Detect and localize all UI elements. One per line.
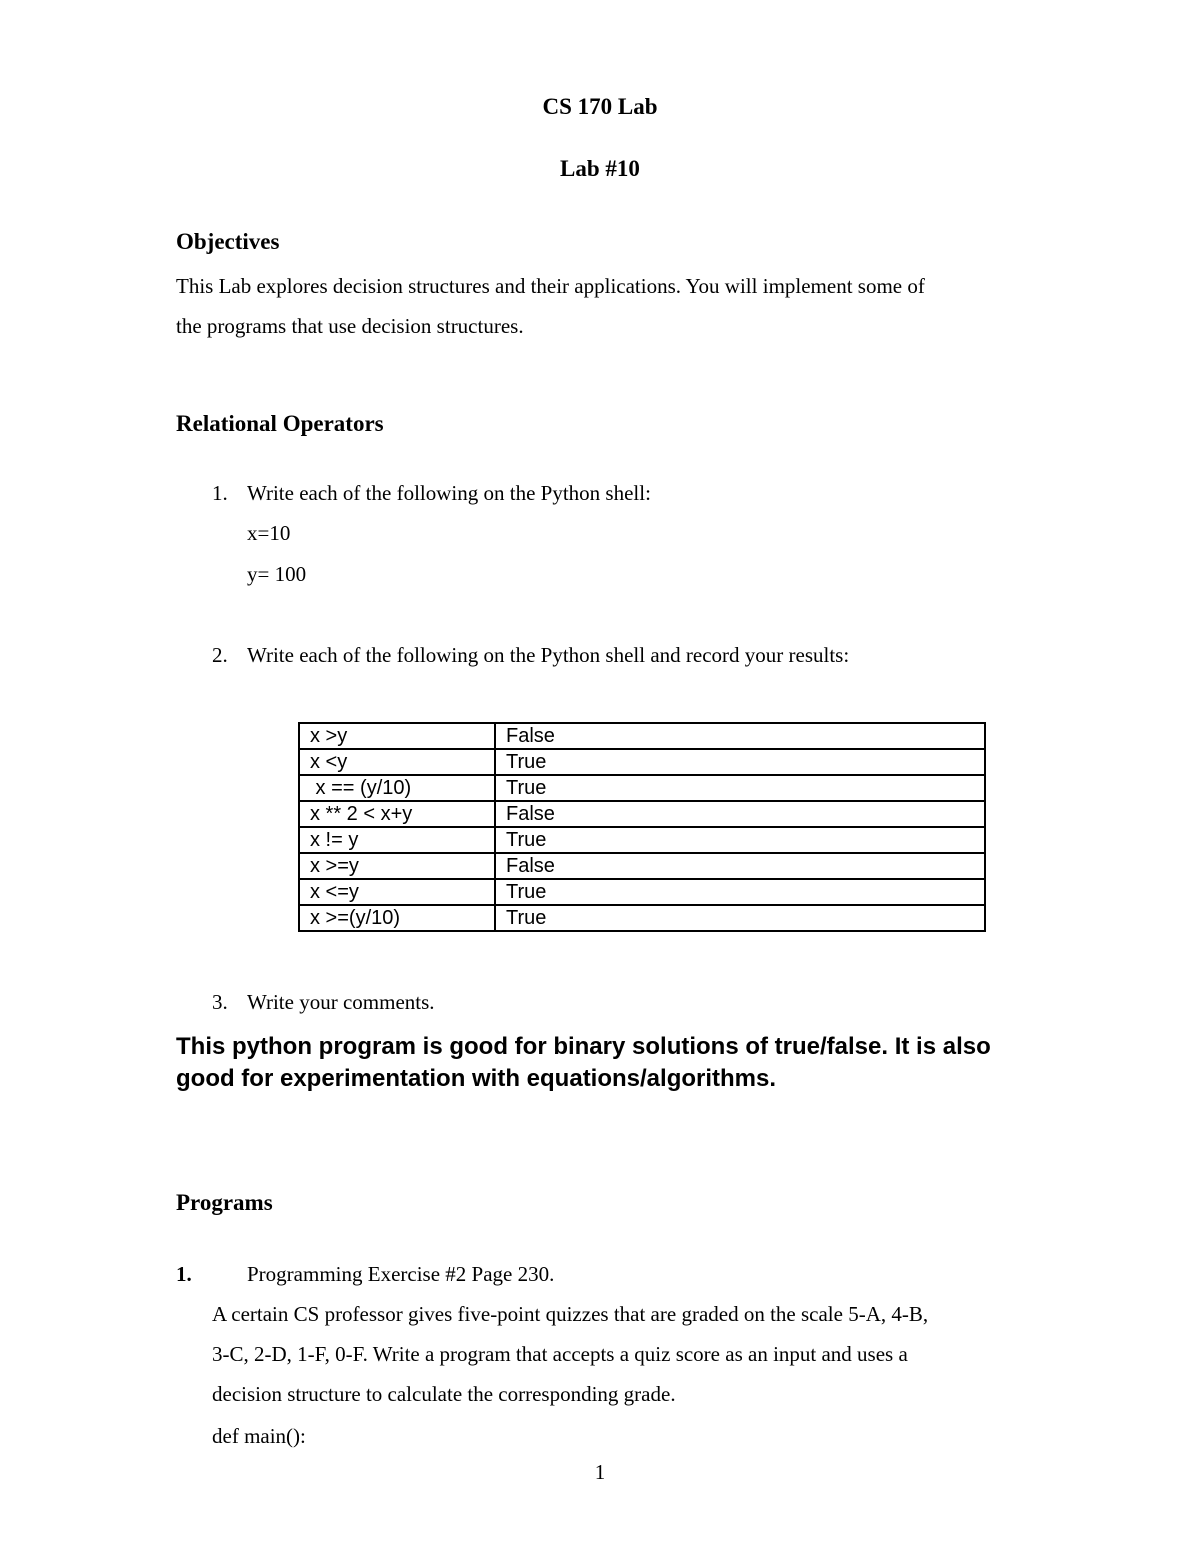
expression-cell: x >y <box>299 723 495 749</box>
result-cell: False <box>495 723 985 749</box>
objectives-paragraph <box>176 266 1036 346</box>
expression-cell: x ** 2 < x+y <box>299 801 495 827</box>
comment-line: This python program is good for binary solutions of true/false. It is also <box>176 1033 991 1060</box>
results-table <box>298 722 986 932</box>
expression-cell: x != y <box>299 827 495 853</box>
result-cell: True <box>495 775 985 801</box>
objectives-heading: Objectives <box>176 229 280 254</box>
expression-cell: x <y <box>299 749 495 775</box>
table-row <box>299 853 985 879</box>
comment-answer <box>176 1031 996 1095</box>
list-number: 3. <box>212 990 228 1014</box>
page-number: 1 <box>594 1460 606 1484</box>
description-line: A certain CS professor gives five-point quizzes that are graded on the scale 5-A, 4-B, <box>212 1302 929 1326</box>
comment-line: good for experimentation with equations/algorithms. <box>176 1065 777 1092</box>
programs-heading: Programs <box>176 1190 273 1215</box>
table-row <box>299 801 985 827</box>
list-number: 1. <box>176 1262 192 1286</box>
description-line: decision structure to calculate the corresponding grade. <box>212 1382 676 1406</box>
table-row <box>299 905 985 931</box>
description-line: 3-C, 2-D, 1-F, 0-F. Write a program that accepts a quiz score as an input and uses a <box>212 1342 908 1366</box>
expression-cell: x >=y <box>299 853 495 879</box>
list-item-text: Programming Exercise #2 Page 230. <box>247 1262 555 1286</box>
code-line: y= 100 <box>247 562 307 586</box>
table-row <box>299 827 985 853</box>
list-number: 1. <box>212 481 228 505</box>
table-row <box>299 775 985 801</box>
result-cell: True <box>495 879 985 905</box>
table-row <box>299 723 985 749</box>
table-row <box>299 879 985 905</box>
result-cell: True <box>495 905 985 931</box>
list-number: 2. <box>212 643 228 667</box>
expression-cell: x == (y/10) <box>299 775 495 801</box>
objectives-line: the programs that use decision structures. <box>176 314 524 338</box>
result-cell: False <box>495 853 985 879</box>
result-cell: False <box>495 801 985 827</box>
code-line: def main(): <box>212 1424 306 1448</box>
objectives-line: This Lab explores decision structures and their applications. You will implement some of <box>176 274 925 298</box>
document-title: CS 170 Lab <box>542 94 658 119</box>
list-item-text: Write your comments. <box>247 990 435 1014</box>
result-cell: True <box>495 749 985 775</box>
lab-number: Lab #10 <box>560 156 640 181</box>
relational-operators-heading: Relational Operators <box>176 411 384 436</box>
code-line: x=10 <box>247 521 291 545</box>
list-item-text: Write each of the following on the Python shell and record your results: <box>247 643 850 667</box>
list-item-text: Write each of the following on the Python shell: <box>247 481 651 505</box>
table-row <box>299 749 985 775</box>
result-cell: True <box>495 827 985 853</box>
expression-cell: x <=y <box>299 879 495 905</box>
expression-cell: x >=(y/10) <box>299 905 495 931</box>
exercise-description <box>212 1294 1042 1414</box>
